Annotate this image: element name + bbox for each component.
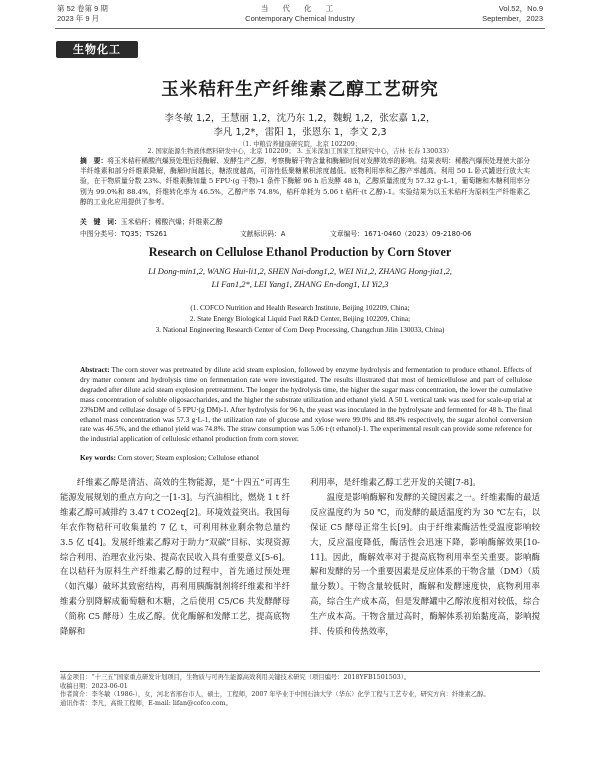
issue-date: 2023 年 9 月 [57,14,100,23]
journal-name-en: Contemporary Chemical Industry [245,14,355,23]
footnote [60,671,540,708]
body-paragraph: 温度是影响酶解和发酵的关键因素之一。纤维素酶的最适反应温度约为 50 ℃，而发酵的最适温度约为 30 ℃左右，以保证 C5 酵母正常生长[9]。由于纤维素酶活性受温度影响较大，反应温度降低，酶活性会迅速下降，影响酶解效果[10-11]。因此，酶解效率对于提高底物利用率至关重要。影响酶解和发酵的另一个重要因素是反应体系的干物含量（DM）（质量分数）。干物含量较低时，酶解和发酵速度快，底物利用率高，综合生产成本高，但是发酵罐中乙醇浓度相对较低，综合生产成本高。干物含量过高时，酶解体系初始黏度高，影响搅拌、传质和传热效率， [310,491,540,637]
journal-header [55,2,545,29]
document-code: 文献标识码：A [240,230,286,238]
abstract-en [80,365,532,444]
body-column-right [310,475,540,639]
keywords-text-cn: 玉米秸秆；稀酸汽爆；纤维素乙醇 [120,218,223,226]
page-title-cn: 玉米秸秆生产纤维素乙醇工艺研究 [161,80,439,100]
authors-en-line2: LI Fan1,2*, LEI Yang1, ZHANG En-dong1, LI Yi2,3 [211,279,389,289]
affiliation-cn-line1: （1. 中粮营养健康研究院，北京 102209； [238,141,362,148]
footnote-corresponding: 通讯作者：李凡，高级工程师，E-mail: lifan@cofco.com。 [60,699,232,707]
abstract-label-cn: 摘 要： [80,157,108,165]
issue-date-en: September，2023 [482,14,543,23]
abstract-text-en: The corn stover was pretreated by dilute acid steam explosion, followed by enzyme hydrolysis and fermentation to produce ethanol. Effects of dry matter content and hydrolysis time on fermentation rate were investigated. The results illustrated that most of hemicellulose and part of cellulose degraded after dilute acid steam explosion pretreatment. The longer the hydrolysis time, the higher the sugar mass concentration, the lower the cumulative mass concentration of soluble oligosaccharides, and the higher the substrate utilization and ethanol yield. A 50 L vertical tank was used for scale-up trial at 23%DM and cellulase dosage of 5 FPU·(g DM)-1. After hydrolysis for 96 h, the yeast was inoculated in the hydrolysate and fermented for 48 h. The final ethanol mass concentration was 57.3 g·L-1, the utilization rate of glucose and xylose were 99.0% and 88.4% respectively, the sugar alcohol conversion rate was 46.5%, and the ethanol yield was 74.8%. The straw consumption was 5.06 t·(t ethanol)-1. The experimental result can provide some reference for the industrial application of cellulosic ethanol production from corn stover. [80,365,532,444]
section-label: 生物化工 [56,41,138,58]
affiliation-cn-line2: 2. 国家能源生物液体燃料研发中心，北京 102209； 3. 玉米深加工国家工程研究中心，吉林 长春 130033） [147,148,453,155]
volume-info-en: Vol.52，No.9 [498,4,543,13]
keywords-text-en: Corn stover; Steam explosion; Cellulose ethanol [117,453,259,462]
article-number: 文章编号：1671-0460（2023）09-2180-06 [330,230,472,238]
journal-name-cn: 当 代 化 工 [260,4,340,13]
keywords-label-cn: 关 键 词： [80,218,121,226]
authors-cn-line2: 李凡 1,2*，雷阳 1，张恩东 1，李文 2,3 [213,127,387,138]
abstract-label-en: Abstract: [80,365,110,374]
footnote-funding: 基金项目：“十三五”国家重点研发计划项目，生物质与可再生能源高效利用关键技术研究（项目编号：2018YFB1501503）。 [60,674,411,681]
body-paragraph: 纤维素乙醇是清洁、高效的生物能源，是“十四五”可再生能源发展规划的重点方向之一[1-3]。与汽油相比，燃烧 1 t 纤维素乙醇可减排约 3.47 t CO2eq[2]。环境效益突出。我国每年农作物秸秆可收集量约 7 亿 t，可利用林业剩余物总量约 3.5 亿 t[4]。发展纤维素乙醇对于助力“双碳”目标、实现资源综合利用、治理农业污染、提高农民收入具有重要意义[5-6]。在以秸秆为原料生产纤维素乙醇的过程中，首先通过预处理（如汽爆）破坏其致密结构，再利用胰酶制剂将纤维素和半纤维素分别降解成葡萄糖和木糖，之后使用 C5/C6 共发酵酵母（简称 C5 酵母）生成乙醇。优化酶解和发酵工艺，提高底物降解和 [60,477,290,637]
body-column-left [60,475,290,639]
authors-cn-line1: 李冬敏 1,2，王慧丽 1,2，沈乃东 1,2，魏蜺 1,2，张宏嘉 1,2， [164,113,436,124]
keywords-en [80,453,532,462]
abstract-text-cn: 将玉米秸秆稀酸汽爆预处理后经酶解、发酵生产乙醇，考察酶解干物含量和酶解时间对发酵效率的影响。结果表明：稀酸汽爆预处理使大部分半纤维素和部分纤维素降解，酶解时间越长，糖浓度越高，可溶性低聚糖累积浓度越低。底物利用率和乙醇产率越高。利用 50 L 卧式罐进行放大实验，在干物质量分数 23%、纤维素酶加量 5 FPU·(g 干物)-1 条件下酶解 96 h 后发酵 48 h，乙醇质量浓度为 57.32 g·L-1，葡萄糖和木糖利用率分别为 99.0%和 88.4%，纤维转化率为 46.5%，乙醇产率 74.8%，秸秆单耗为 5.06 t 秸秆·(t 乙醇)-1。实验结果为以玉米秸秆为原料生产纤维素乙醇的工业化应用提供了参考。 [80,157,531,206]
affiliation-en-line1: (1. COFCO Nutrition and Health Research Institute, Beijing 102209, China; [190,304,410,312]
page-title-en: Research on Cellulose Ethanol Production by Corn Stover [148,245,452,259]
authors-en-line1: LI Dong-min1,2, WANG Hui-li1,2, SHEN Nai-dong1,2, WEI Ni1,2, ZHANG Hong-jia1,2, [148,266,452,276]
affiliation-en-line3: 3. National Engineering Research Center of Corn Deep Processing, Changchun Jilin 130033, China) [155,326,445,334]
footnote-received: 收稿日期：2023-06-01 [60,682,128,690]
keywords-label-en: Key words: [80,453,116,462]
clc-number: 中图分类号：TQ35；TS261 [80,230,168,238]
classification-row [80,228,530,238]
footnote-author-bio: 作者简介：李冬敏（1986-），女，河北省邢台市人，硕士，工程师，2007 年毕业于中国石油大学（华东）化学工程与工艺专业，研究方向：纤维素乙醇。 [60,691,490,699]
abstract-cn [80,156,530,207]
keywords-cn [80,216,530,226]
volume-info: 第 52 卷第 9 期 [57,4,108,13]
body-paragraph: 利用率，是纤维素乙醇工艺开发的关键[7-8]。 [310,477,481,487]
affiliation-en-line2: 2. State Energy Biological Liquid Fuel R&D Center, Beijing 102209, China; [189,315,411,323]
